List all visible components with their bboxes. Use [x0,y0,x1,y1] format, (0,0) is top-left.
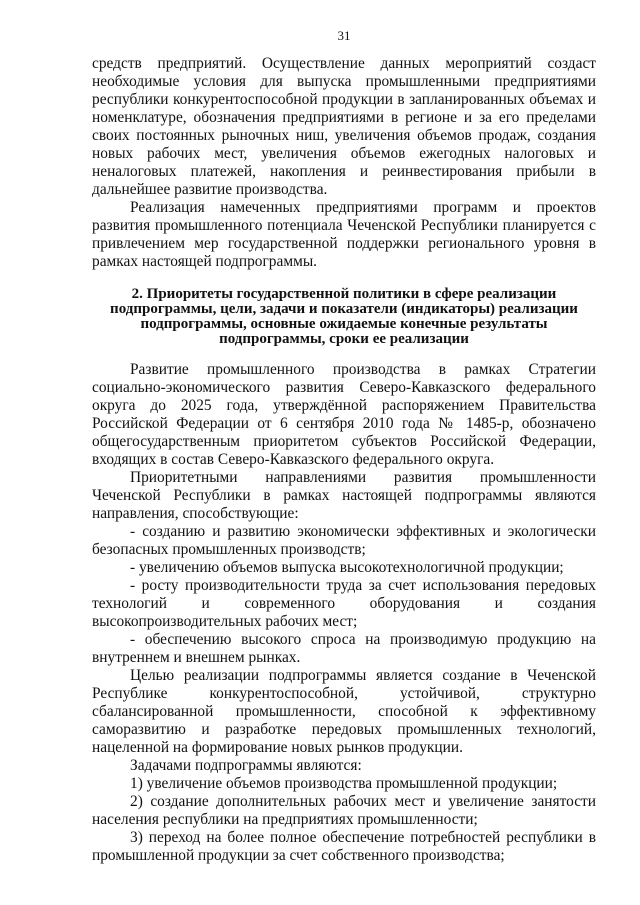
page-number: 31 [337,28,351,43]
heading-line: подпрограммы, основные ожидаемые конечные результаты [140,316,548,332]
paragraph-support-measures: Реализация намеченных предприятиями программ и проектов развития промышленного потенциала Чеченской Республики планируется с привлечением мер государственной поддержки регионального уровня в рамках настоящей подпрограммы. [92,199,596,270]
heading-line: 2. Приоритеты государственной политики в сфере реализации [131,286,557,302]
direction-item: - созданию и развитию экономически эффективных и экологически безопасных промышленных производств; [92,523,596,558]
tasks-intro: Задачами подпрограммы являются: [130,757,362,774]
task-item: 3) переход на более полное обеспечение потребностей республики в промышленной продукции за счет собственного производства; [92,829,596,864]
paragraph-strategy: Развитие промышленного производства в рамках Стратегии социально-экономического развития Северо-Кавказского федерального округа до 2025 года, утверждённой распоряжением Правительства Российской Федерации от 6 сентября 2010 года № 1485-р, обозначено общегосударственным приоритетом субъектов Российской Федерации, входящих в состав Северо-Кавказского федерального округа. [92,361,596,468]
heading-line: подпрограммы, сроки ее реализации [219,331,469,347]
paragraph-continuation: средств предприятий. Осуществление данных мероприятий создаст необходимые условия для выпуска промышленными предприятиями республики конкурентоспособной продукции в запланированных объемах и номенклатуре, обозначения предприятиями в регионе и за его пределами своих постоянных рыночных ниш, увеличения объемов продаж, создания новых рабочих мест, увеличения объемов ежегодных налоговых и неналоговых платежей, накопления и реинвестирования прибыли в дальнейшее развитие производства. [92,55,596,198]
direction-item: - увеличению объемов выпуска высокотехнологичной продукции; [130,559,564,576]
task-item: 2) создание дополнительных рабочих мест и увеличение занятости населения республики на предприятиях промышленности; [92,793,596,828]
paragraph-priorities: Приоритетными направлениями развития промышленности Чеченской Республики в рамках настоящей подпрограммы являются направления, способствующие: [92,469,596,522]
task-item: 1) увеличение объемов производства промышленной продукции; [130,775,558,792]
heading-line: подпрограммы, цели, задачи и показатели (индикаторы) реализации [110,301,578,317]
direction-item: - росту производительности труда за счет использования передовых технологий и современного оборудования и создания высокопроизводительных рабочих мест; [92,577,596,630]
paragraph-goal: Целью реализации подпрограммы является создание в Чеченской Республике конкурентоспособной, устойчивой, структурно сбалансированной промышленности, способной к эффективному саморазвитию и разработке передовых промышленных технологий, нацеленной на формирование новых рынков продукции. [92,667,596,756]
direction-item: - обеспечению высокого спроса на производимую продукцию на внутреннем и внешнем рынках. [92,631,596,666]
document-page [92,28,596,865]
section-heading [92,287,596,347]
